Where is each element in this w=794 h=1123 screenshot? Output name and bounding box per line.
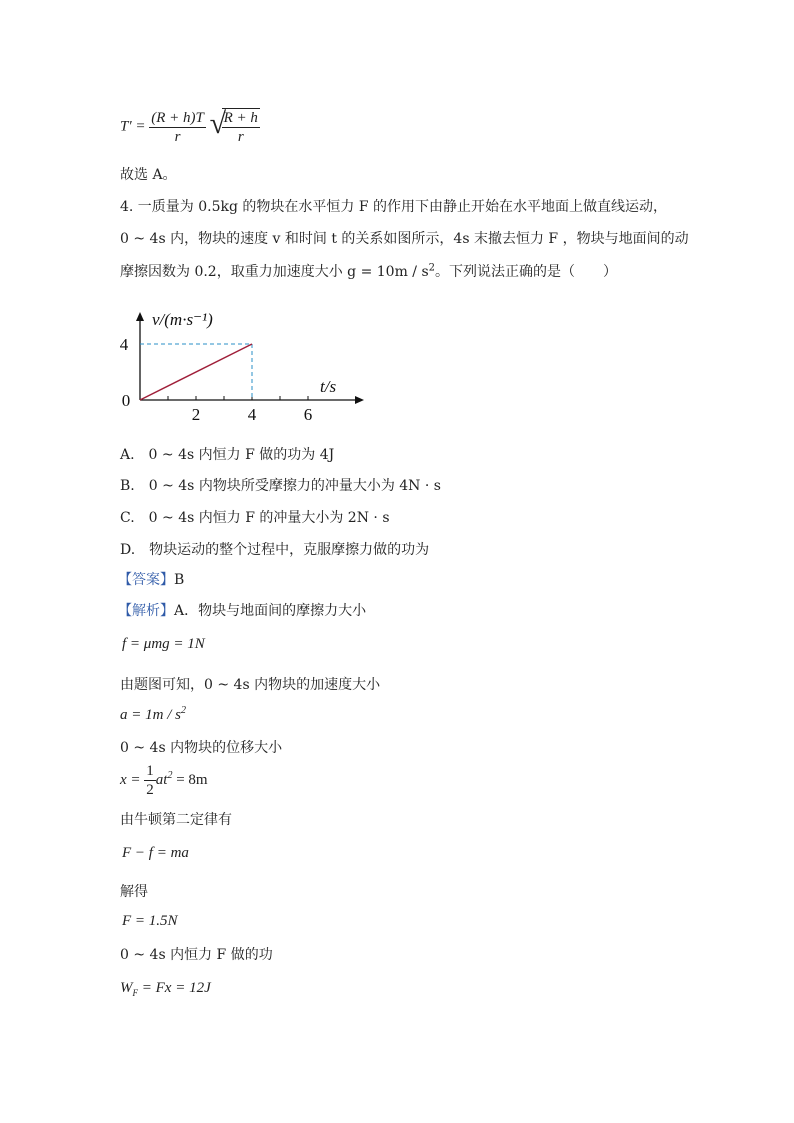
option-c: C. 0 ~ 4s 内恒力 F 的冲量大小为 2N · s	[120, 510, 390, 526]
question-line-1: 4. 一质量为 0.5kg 的物块在水平恒力 F 的作用下由静止开始在水平地面上做直线运动，	[120, 199, 668, 215]
fraction-denominator: r	[174, 128, 181, 145]
equation-displacement	[120, 762, 208, 799]
y-axis-label: v/(m·s⁻¹)	[152, 310, 213, 329]
analysis-text-1: A．物块与地面间的摩擦力大小	[174, 603, 367, 619]
sqrt-term	[210, 108, 260, 146]
analysis-line-6: 0 ~ 4s 内恒力 F 做的功	[120, 947, 273, 963]
velocity-line	[140, 344, 252, 400]
question-line-3-b: 。下列说法正确的是（ ）	[435, 264, 618, 280]
work-rhs: = Fx = 12J	[138, 980, 211, 996]
sqrt-denominator: r	[237, 129, 244, 145]
displacement-result: = 8m	[172, 772, 208, 788]
y-axis-arrow	[136, 312, 144, 321]
analysis-label: 【解析】	[118, 603, 174, 619]
origin-label: 0	[121, 391, 131, 410]
displacement-at: at	[155, 772, 168, 788]
work-symbol: W	[120, 980, 133, 996]
equation-work	[120, 980, 211, 997]
x-tick-label: 6	[303, 405, 313, 424]
sqrt-fraction	[222, 108, 260, 146]
formula-lhs: T′ =	[120, 118, 146, 135]
x-tick-label: 2	[191, 405, 201, 424]
option-a: A. 0 ~ 4s 内恒力 F 做的功为 4J	[120, 447, 335, 463]
formula-fraction	[149, 109, 206, 146]
analysis-line-2: 由题图可知，0 ~ 4s 内物块的加速度大小	[120, 677, 381, 693]
x-axis-label: t/s	[320, 377, 337, 396]
prev-result-formula	[120, 108, 260, 146]
question-line-2: 0 ~ 4s 内，物块的速度 v 和时间 t 的关系如图所示，4s 末撤去恒力 F ，物块与地面间的动	[120, 231, 689, 247]
analysis-line-1	[118, 601, 366, 621]
analysis-line-5: 解得	[120, 884, 148, 900]
option-b: B. 0 ~ 4s 内物块所受摩擦力的冲量大小为 4N · s	[120, 478, 441, 494]
equation-acceleration	[120, 707, 186, 724]
half-numerator: 1	[146, 763, 154, 779]
x-axis-arrow	[355, 396, 364, 404]
equation-friction: f = μmg = 1N	[122, 636, 205, 652]
radical-sign: √	[209, 107, 227, 140]
y-tick-label: 4	[119, 335, 129, 354]
superscript-2: 2	[180, 705, 186, 716]
fraction-numerator: (R + h)T	[151, 109, 204, 126]
prev-choice-text: 故选 A。	[120, 167, 177, 183]
answer-label: 【答案】	[118, 572, 174, 588]
acceleration-text: a = 1m / s	[120, 707, 181, 723]
question-line-3-a: 摩擦因数为 0.2，取重力加速度大小 g = 10m / s	[120, 264, 429, 280]
equation-newton: F − f = ma	[122, 845, 189, 861]
work-subscript: F	[132, 988, 138, 998]
equation-force: F = 1.5N	[122, 913, 178, 929]
x-tick-label: 4	[247, 405, 257, 424]
sqrt-numerator: R + h	[223, 110, 258, 126]
displacement-lhs: x =	[120, 772, 141, 788]
question-line-3	[120, 262, 617, 282]
analysis-line-3: 0 ~ 4s 内物块的位移大小	[120, 740, 283, 756]
half-denominator: 2	[146, 782, 154, 798]
half-fraction	[144, 762, 156, 799]
superscript-2: 2	[428, 262, 436, 274]
velocity-time-chart	[110, 305, 370, 430]
analysis-line-4: 由牛顿第二定律有	[120, 812, 232, 828]
option-d: D. 物块运动的整个过程中，克服摩擦力做的功为	[120, 542, 430, 558]
superscript-2: 2	[167, 769, 173, 781]
answer-value: B	[174, 572, 185, 588]
answer-line	[118, 570, 184, 590]
